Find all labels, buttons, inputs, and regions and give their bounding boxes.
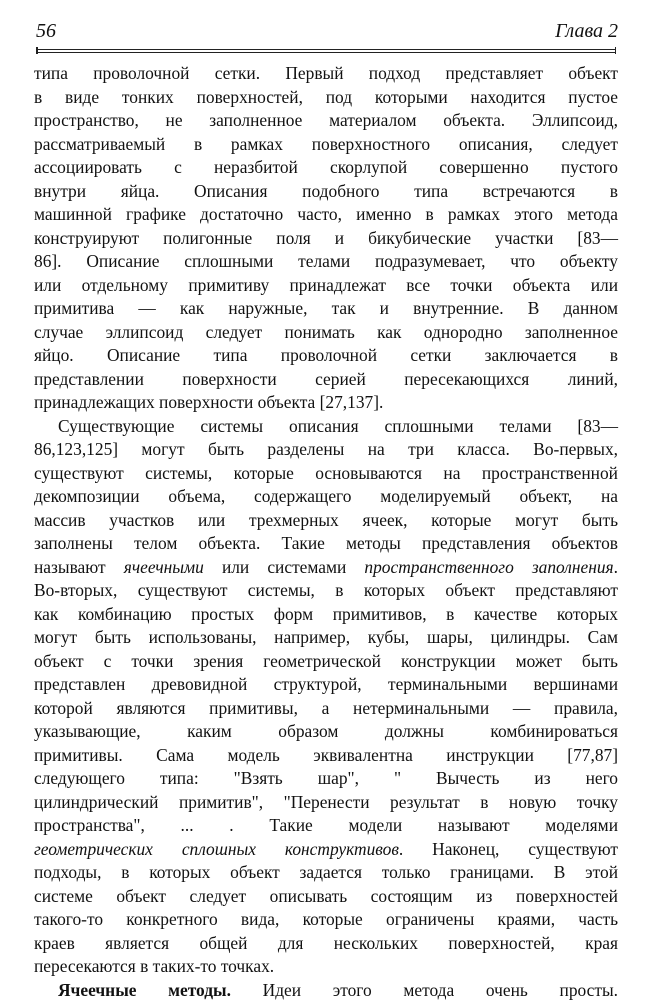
text-segment: Идеи этого метода очень просты. <box>231 980 618 1000</box>
header-rule <box>36 49 616 53</box>
text-segment: называют <box>34 557 124 577</box>
page-number: 56 <box>36 20 56 43</box>
text-line: 86,123,125] могут быть разделены на три класса. Во-первых, <box>34 438 618 462</box>
text-line-with-terms <box>34 556 618 580</box>
text-line: пространства", ... . Такие модели называют моделями <box>34 814 618 838</box>
text-line: системе объект следует описывать состоящим из поверхностей <box>34 885 618 909</box>
text-line: представлен древовидной структурой, терминальными вершинами <box>34 673 618 697</box>
text-line: которой являются примитивы, а нетерминальными — правила, <box>34 697 618 721</box>
text-segment: . <box>614 557 618 577</box>
text-line: существуют системы, которые основываются на пространственной <box>34 462 618 486</box>
text-line: конструируют полигонные поля и бикубические участки [83— <box>34 227 618 251</box>
text-segment: . Наконец, существуют <box>399 839 618 859</box>
text-line: 86]. Описание сплошными телами подразумевает, что объекту <box>34 250 618 274</box>
text-line: следующего типа: "Взять шар", " Вычесть из него <box>34 767 618 791</box>
text-line: принадлежащих поверхности объекта [27,137]. <box>34 391 618 415</box>
text-line: машинной графике достаточно часто, именно в рамках этого метода <box>34 203 618 227</box>
body-text <box>34 62 618 1002</box>
italic-term-cellular: ячеечными <box>124 557 204 577</box>
text-line: примитива — как наружные, так и внутренние. В данном <box>34 297 618 321</box>
text-line: массив участков или трехмерных ячеек, которые могут быть <box>34 509 618 533</box>
text-line: краев является общей для нескольких поверхностей, края <box>34 932 618 956</box>
section-heading-cellular-methods: Ячеечные методы. <box>58 980 231 1000</box>
text-line: пересекаются в таких-то точках. <box>34 955 618 979</box>
page-header <box>36 20 618 50</box>
text-line: примитивы. Сама модель эквивалентна инструкции [77,87] <box>34 744 618 768</box>
text-line: типа проволочной сетки. Первый подход представляет объект <box>34 62 618 86</box>
italic-term-csg: геометрических сплошных конструктивов <box>34 839 399 859</box>
text-line: случае эллипсоид следует понимать как однородно заполненное <box>34 321 618 345</box>
text-line: подходы, в которых объект задается только границами. В этой <box>34 861 618 885</box>
text-segment: или системами <box>204 557 365 577</box>
paragraph-first-line: Существующие системы описания сплошными телами [83— <box>34 415 618 439</box>
text-line: заполнены телом объекта. Такие методы представления объектов <box>34 532 618 556</box>
text-line: яйцо. Описание типа проволочной сетки заключается в <box>34 344 618 368</box>
text-line: Во-вторых, существуют системы, в которых объект представляют <box>34 579 618 603</box>
text-line: цилиндрический примитив", "Перенести результат в новую точку <box>34 791 618 815</box>
text-line: такого-то конкретного вида, которые ограничены краями, часть <box>34 908 618 932</box>
italic-term-space-filling: пространственного заполнения <box>364 557 613 577</box>
text-line: внутри яйца. Описания подобного типа встречаются в <box>34 180 618 204</box>
text-line: указывающие, каким образом должны комбинироваться <box>34 720 618 744</box>
text-line: или отдельному примитиву принадлежат все точки объекта или <box>34 274 618 298</box>
text-line: объект с точки зрения геометрической конструкции может быть <box>34 650 618 674</box>
text-line: ассоциировать с неразбитой скорлупой совершенно пустого <box>34 156 618 180</box>
text-line: как комбинацию простых форм примитивов, в качестве которых <box>34 603 618 627</box>
text-line: декомпозиции объема, содержащего моделируемый объект, на <box>34 485 618 509</box>
text-line: рассматриваемый в рамках поверхностного описания, следует <box>34 133 618 157</box>
text-line: представлении поверхности серией пересекающихся линий, <box>34 368 618 392</box>
text-line: в виде тонких поверхностей, под которыми находится пустое <box>34 86 618 110</box>
text-line: могут быть использованы, например, кубы, шары, цилиндры. Сам <box>34 626 618 650</box>
text-line-with-term <box>34 838 618 862</box>
section-heading-line <box>34 979 618 1002</box>
text-line: пространство, не заполненное материалом объекта. Эллипсоид, <box>34 109 618 133</box>
running-head-chapter: Глава 2 <box>555 20 618 43</box>
